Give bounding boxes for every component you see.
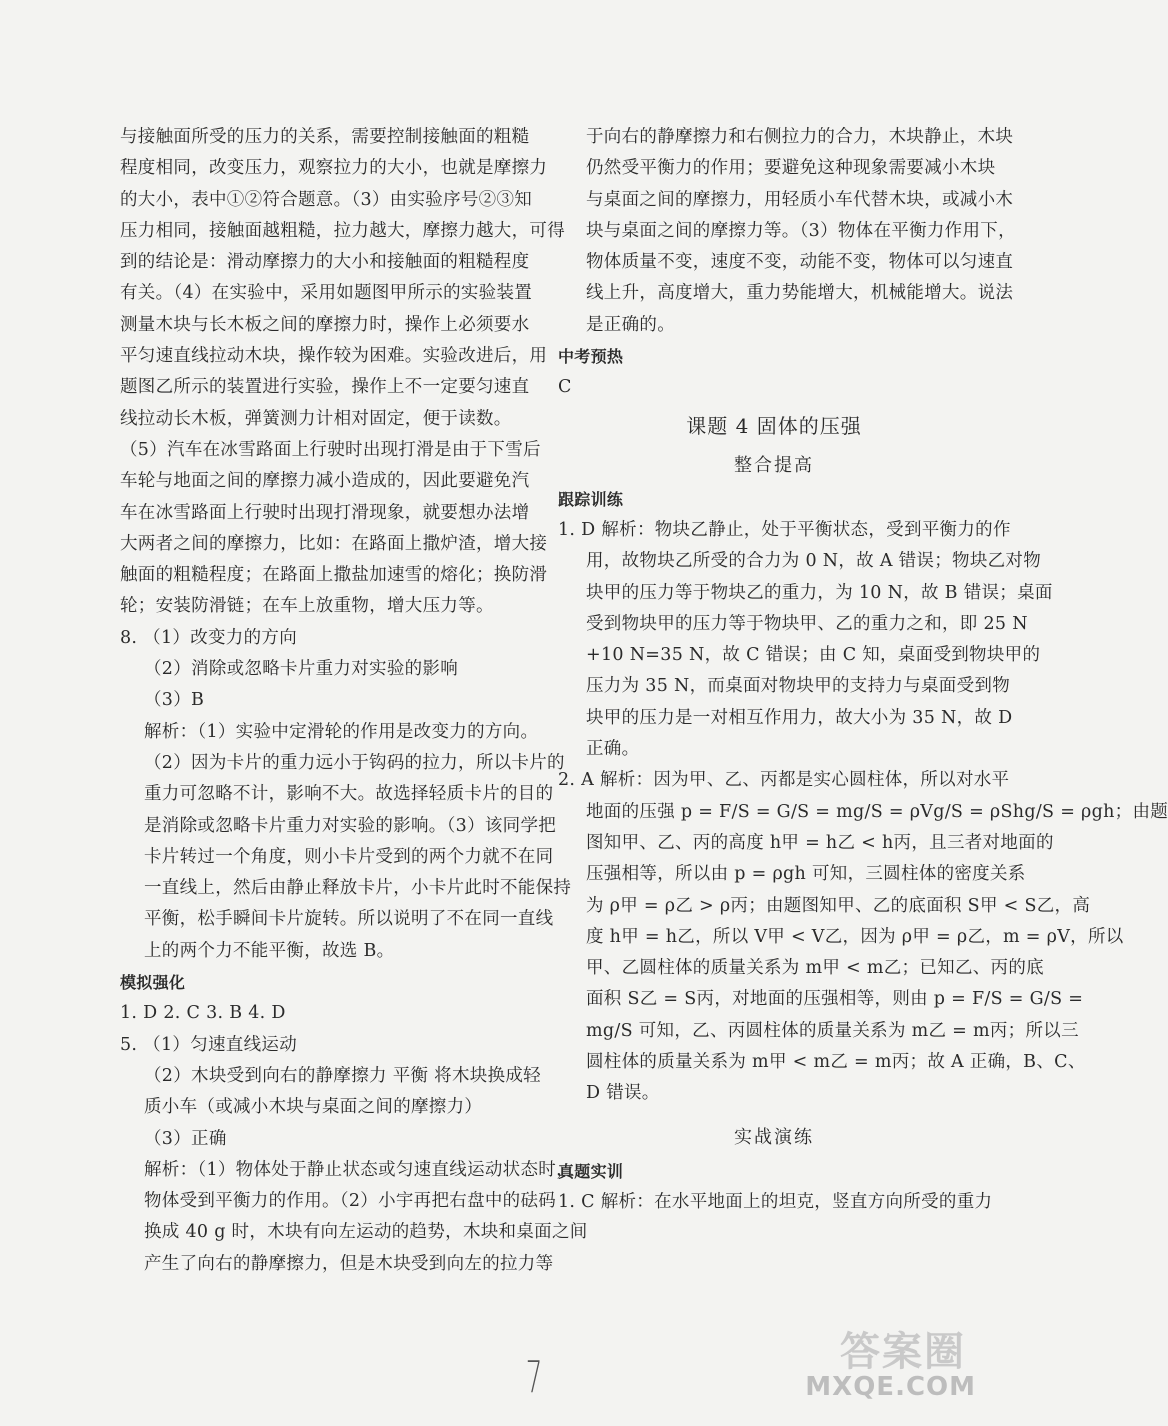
text-line: （2）消除或忽略卡片重力对实验的影响 [144,659,459,680]
section-label: 模拟强化 [120,973,186,993]
text-line: 产生了向右的静摩擦力，但是木块受到向左的拉力等 [144,1253,554,1274]
text-line: 平衡，松手瞬间卡片旋转。所以说明了不在同一直线 [144,909,554,930]
text-line: 与接触面所受的压力的关系，需要控制接触面的粗糙 [120,127,530,147]
text-line: 有关。（4）在实验中，采用如题图甲所示的实验装置 [120,283,533,304]
section-label: 中考预热 [558,347,624,367]
text-line: 物体质量不变，速度不变，动能不变，物体可以匀速直 [586,252,1014,273]
text-line: 换成 40 g 时，木块有向左运动的趋势，木块和桌面之间 [144,1222,588,1243]
text-line: 1. D 2. C 3. B 4. D [120,1003,286,1024]
right-column [558,122,1168,1218]
text-line: 甲、乙圆柱体的质量关系为 m甲 < m乙；已知乙、丙的底 [586,958,1044,979]
text-line: 5. （1）匀速直线运动 [120,1034,297,1055]
text-line: 车轮与地面之间的摩擦力减小造成的，因此要避免汽 [120,471,530,492]
text-line: 解析：（1）物体处于静止状态或匀速直线运动状态时， [144,1159,574,1180]
text-line: 图知甲、乙、丙的高度 h甲 = h乙 < h丙，且三者对地面的 [586,832,1054,853]
text-line: 压力为 35 N，而桌面对物块甲的支持力与桌面受到物 [586,676,1011,697]
text-line: 受到物块甲的压力等于物块甲、乙的重力之和，即 25 N [586,613,1028,634]
text-line: （2）因为卡片的重力远小于钩码的拉力，所以卡片的 [144,752,565,773]
text-line: 重力可忽略不计，影响不大。故选择轻质卡片的目的 [144,784,554,805]
text-line: （3）正确 [144,1128,227,1149]
text-line: 质小车（或减小木块与桌面之间的摩擦力） [144,1097,483,1118]
text-line: 一直线上，然后由静止释放卡片，小卡片此时不能保持 [144,878,572,899]
text-line: 块与桌面之间的摩擦力等。（3）物体在平衡力作用下， [586,220,1016,241]
text-line: 压力相同，接触面越粗糙，拉力越大，摩擦力越大，可得 [120,220,565,241]
lesson-title: 课题 4 固体的压强 [686,413,862,438]
text-line: 是正确的。 [586,314,675,335]
text-line: 的大小，表中①②符合题意。（3）由实验序号②③知 [120,189,533,210]
text-line: 解析：（1）实验中定滑轮的作用是改变力的方向。 [144,721,539,742]
text-line: 平匀速直线拉动木块，操作较为困难。实验改进后，用 [120,346,548,367]
text-line: 卡片转过一个角度，则小卡片受到的两个力就不在同 [144,846,554,867]
text-line: 到的结论是：滑动摩擦力的大小和接触面的粗糙程度 [120,252,530,273]
text-line: （2）木块受到向右的静摩擦力 平衡 将木块换成轻 [144,1065,541,1086]
text-line: 为 ρ甲 = ρ乙 > ρ丙；由题图知甲、乙的底面积 S甲 < S乙，高 [586,895,1091,916]
text-line: 块甲的压力是一对相互作用力，故大小为 35 N，故 D [586,707,1013,728]
text-line: 仍然受平衡力的作用；要避免这种现象需要减小木块 [586,158,996,179]
text-line: 压强相等，所以由 p = ρgh 可知，三圆柱体的密度关系 [586,864,1026,885]
text-line: 与桌面之间的摩擦力，用轻质小车代替木块，或减小木 [586,189,1014,210]
text-line: 程度相同，改变压力，观察拉力的大小，也就是摩擦力 [120,158,548,179]
text-line: 地面的压强 p = F/S = G/S = mg/S = ρVg/S = ρShg/S = ρgh；由题 [586,801,1168,822]
section-label: 跟踪训练 [558,489,624,509]
text-line: 正确。 [586,739,640,760]
text-line: 车在冰雪路面上行驶时出现打滑现象，就要想办法增 [120,502,530,523]
text-line: 物体受到平衡力的作用。（2）小宇再把右盘中的砝码 [144,1191,557,1212]
text-line: 度 h甲 = h乙，所以 V甲 < V乙，因为 ρ甲 = ρ乙，m = ρV，所以 [586,926,1124,947]
text-line: 1. C 解析：在水平地面上的坦克，竖直方向所受的重力 [558,1191,993,1212]
text-line: mg/S 可知，乙、丙圆柱体的质量关系为 m乙 = m丙；所以三 [586,1020,1079,1041]
text-line: +10 N=35 N，故 C 错误；由 C 知，桌面受到物块甲的 [586,645,1041,666]
left-column [120,122,588,1280]
text-line: 线上升，高度增大，重力势能增大，机械能增大。说法 [586,283,1014,304]
watermark-logo [805,1320,980,1414]
page-number: 7 [525,1352,543,1403]
text-line: 用，故物块乙所受的合力为 0 N，故 A 错误；物块乙对物 [586,551,1042,572]
text-line: 大两者之间的摩擦力，比如：在路面上撒炉渣，增大接 [120,533,548,554]
text-line: 测量木块与长木板之间的摩擦力时，操作上必须要水 [120,314,530,335]
text-line: 8. （1）改变力的方向 [120,627,297,648]
text-line: 题图乙所示的装置进行实验，操作上不一定要匀速直 [120,377,530,398]
text-line: 圆柱体的质量关系为 m甲 < m乙 = m丙；故 A 正确，B、C、 [586,1052,1086,1073]
section-heading-integrate: 整合提高 [734,454,814,476]
text-line: 面积 S乙 = S丙，对地面的压强相等，则由 p = F/S = G/S = [586,989,1084,1010]
text-line: 块甲的压力等于物块乙的重力，为 10 N，故 B 错误；桌面 [586,582,1053,603]
text-line: （5）汽车在冰雪路面上行驶时出现打滑是由于下雪后 [120,439,541,460]
text-line: （3）B [144,690,205,711]
text-line: C [558,377,572,398]
watermark-url: MXQE.COM [805,1372,976,1402]
text-line: 线拉动长木板，弹簧测力计相对固定，便于读数。 [120,408,512,429]
text-line: 2. A 解析：因为甲、乙、丙都是实心圆柱体，所以对水平 [558,770,1010,791]
section-label: 真题实训 [558,1161,624,1181]
text-line: 触面的粗糙程度；在路面上撒盐加速雪的熔化；换防滑 [120,565,548,586]
text-line: 于向右的静摩擦力和右侧拉力的合力，木块静止，木块 [586,127,1014,147]
watermark-text: 答案圈 [840,1329,966,1375]
text-line: 是消除或忽略卡片重力对实验的影响。（3）该同学把 [144,815,557,836]
text-line: 上的两个力不能平衡，故选 B。 [144,940,395,961]
text-line: 1. D 解析：物块乙静止，处于平衡状态，受到平衡力的作 [558,519,1011,540]
section-heading-practice: 实战演练 [734,1126,814,1148]
text-line: D 错误。 [586,1083,660,1104]
text-line: 轮；安装防滑链；在车上放重物，增大压力等。 [120,596,494,617]
